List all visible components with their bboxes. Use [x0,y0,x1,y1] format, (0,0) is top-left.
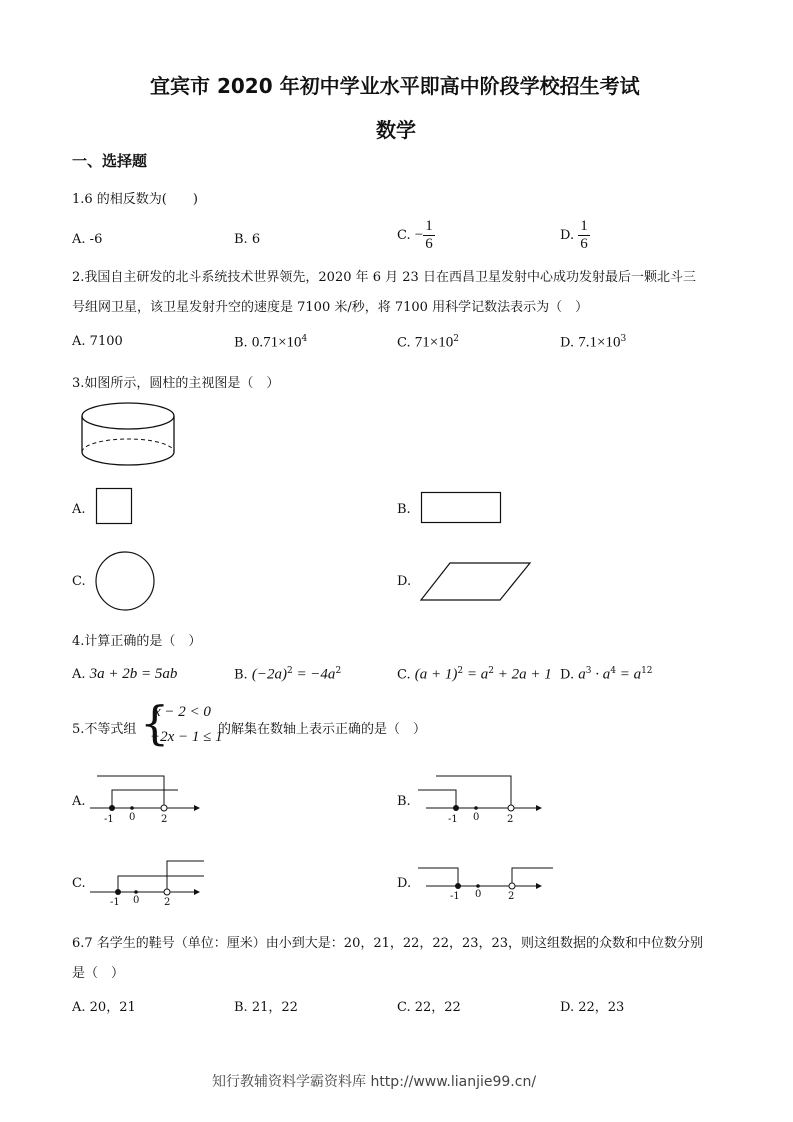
q6-option-a: A. 20，21 [72,1000,136,1015]
q5-d-tick-2: 2 [508,891,515,902]
q4-d-expr-3: = a [615,666,642,683]
q2-option-b [234,334,307,351]
q3-option-c-circle [95,551,157,613]
q1-a-value: -6 [89,232,103,247]
q1-c-sign: − [414,227,424,243]
q4-c-expr-3: + 2a + 1 [493,666,552,683]
q2-stem-line1: 2.我国自主研发的北斗系统技术世界领先，2020 年 6 月 23 日在西昌卫星发射中心成功发射最后一颗北斗三 [72,270,696,285]
q4-d-exp-1: 3 [585,666,592,676]
q2-d-base: 7.1×10 [578,334,621,351]
q2-c-exponent: 2 [453,334,459,344]
q5-c-tick-m1: -1 [110,897,120,908]
q2-option-c [397,334,459,351]
q4-b-exp-2: 2 [335,666,342,676]
q1-option-b [234,232,260,247]
q1-option-a [72,232,102,247]
footer-link[interactable]: 知行教辅资料学霸资料库 http://www.lianjie99.cn/ [212,1074,537,1090]
q4-d-exp-2: 4 [610,666,616,676]
q4-d-expr-2: · a [591,666,611,683]
q5-b-tick-2: 2 [507,814,514,825]
q2-c-base: 71×10 [414,334,454,351]
q6-option-c: C. 22，22 [397,1000,461,1015]
q4-b-label: B. [234,667,248,683]
q5-option-d-numberline [418,856,558,910]
q1-d-label: D. [560,228,575,243]
q2-d-exponent: 3 [620,334,627,344]
q3-option-a-square [96,488,134,526]
cylinder-figure [80,402,180,470]
q2-d-label: D. [560,335,575,351]
q4-c-exp-2: 2 [488,666,494,676]
q3-a-label: A. [72,502,86,517]
q5-b-tick-m1: -1 [448,814,458,825]
q2-option-a [72,334,123,349]
q5-option-b-numberline [418,774,548,828]
q5-c-label: C. [72,876,86,891]
q3-option-d-parallelogram [420,562,532,602]
q4-stem: 4.计算正确的是（ ） [72,634,202,649]
q2-b-exponent: 4 [301,334,308,344]
q3-d-label: D. [397,574,412,589]
q5-c-tick-0: 0 [133,895,140,906]
q1-c-numerator: 1 [425,218,433,234]
q6-option-b: B. 21，22 [234,1000,298,1015]
q3-stem: 3.如图所示，圆柱的主视图是（ ） [72,376,280,391]
q4-d-expr-1: a [578,666,586,683]
q5-d-tick-m1: -1 [450,891,460,902]
q1-a-label: A. [72,232,86,247]
q5-inequality-2: −2x − 1 ≤ 1 [150,729,223,745]
page-title: 宜宾市 2020 年初中学业水平即高中阶段学校招生考试 [150,74,640,98]
q6-stem-line2: 是（ ） [72,966,125,981]
q1-d-denominator: 6 [580,236,588,252]
q2-a-label: A. [72,334,86,349]
q1-d-numerator: 1 [580,218,588,234]
section-heading: 一、选择题 [72,152,148,170]
q4-c-label: C. [397,667,411,683]
q4-option-b [234,666,341,683]
q4-option-d [560,666,653,683]
q1-option-d [560,218,590,253]
q4-option-c [397,666,552,683]
q3-b-label: B. [397,502,411,517]
q4-d-label: D. [560,667,575,683]
q4-b-expr-2: = −4a [292,666,336,683]
q1-stem: 1.6 的相反数为( ) [72,192,198,207]
q2-c-label: C. [397,335,411,351]
q5-brace: { [140,696,170,750]
q2-option-d [560,334,626,351]
q4-c-exp-1: 2 [457,666,464,676]
q2-b-base: 0.71×10 [251,334,302,351]
q1-c-fraction [423,218,435,253]
q5-b-tick-0: 0 [473,812,480,823]
q2-a-value: 7100 [89,334,123,349]
q4-option-a [72,666,177,683]
q4-b-exp-1: 2 [286,666,293,676]
q1-d-fraction [578,218,590,253]
page-subtitle: 数学 [376,118,416,142]
q1-option-c [397,218,435,253]
q5-stem-pre: 5.不等式组 [72,722,137,737]
q5-b-label: B. [397,794,411,809]
q4-a-label: A. [72,667,86,682]
q5-d-label: D. [397,876,412,891]
q5-inequality-1: x − 2 < 0 [154,704,211,720]
q6-stem-line1: 6.7 名学生的鞋号（单位：厘米）由小到大是：20，21，22，22，23，23，则这组数据的众数和中位数分别 [72,936,704,951]
q4-c-expr-2: = a [463,666,489,683]
q5-a-label: A. [72,794,86,809]
q5-c-tick-2: 2 [164,897,171,908]
q4-a-expression: 3a + 2b = 5ab [89,666,178,682]
q5-option-c-numberline [90,858,210,912]
q2-b-label: B. [234,335,248,351]
q1-c-denominator: 6 [425,236,433,252]
q1-c-label: C. [397,228,411,243]
q3-option-b-rectangle [421,492,503,525]
q5-a-tick-2: 2 [161,814,168,825]
q1-b-label: B. [234,232,248,247]
q4-d-exp-3: 12 [641,666,653,676]
q2-stem-line2: 号组网卫星，该卫星发射升空的速度是 7100 米/秒，将 7100 用科学记数法表示为（ ） [72,300,589,315]
q5-a-tick-0: 0 [129,812,136,823]
q6-option-d: D. 22，23 [560,1000,625,1015]
q3-c-label: C. [72,574,86,589]
q5-a-tick-m1: -1 [104,814,114,825]
q1-b-value: 6 [251,232,261,247]
q5-stem-post: 的解集在数轴上表示正确的是（ ） [218,722,427,737]
q5-d-tick-0: 0 [475,889,482,900]
q4-b-expr-1: (−2a) [251,666,287,683]
q4-c-expr-1: (a + 1) [414,666,458,683]
